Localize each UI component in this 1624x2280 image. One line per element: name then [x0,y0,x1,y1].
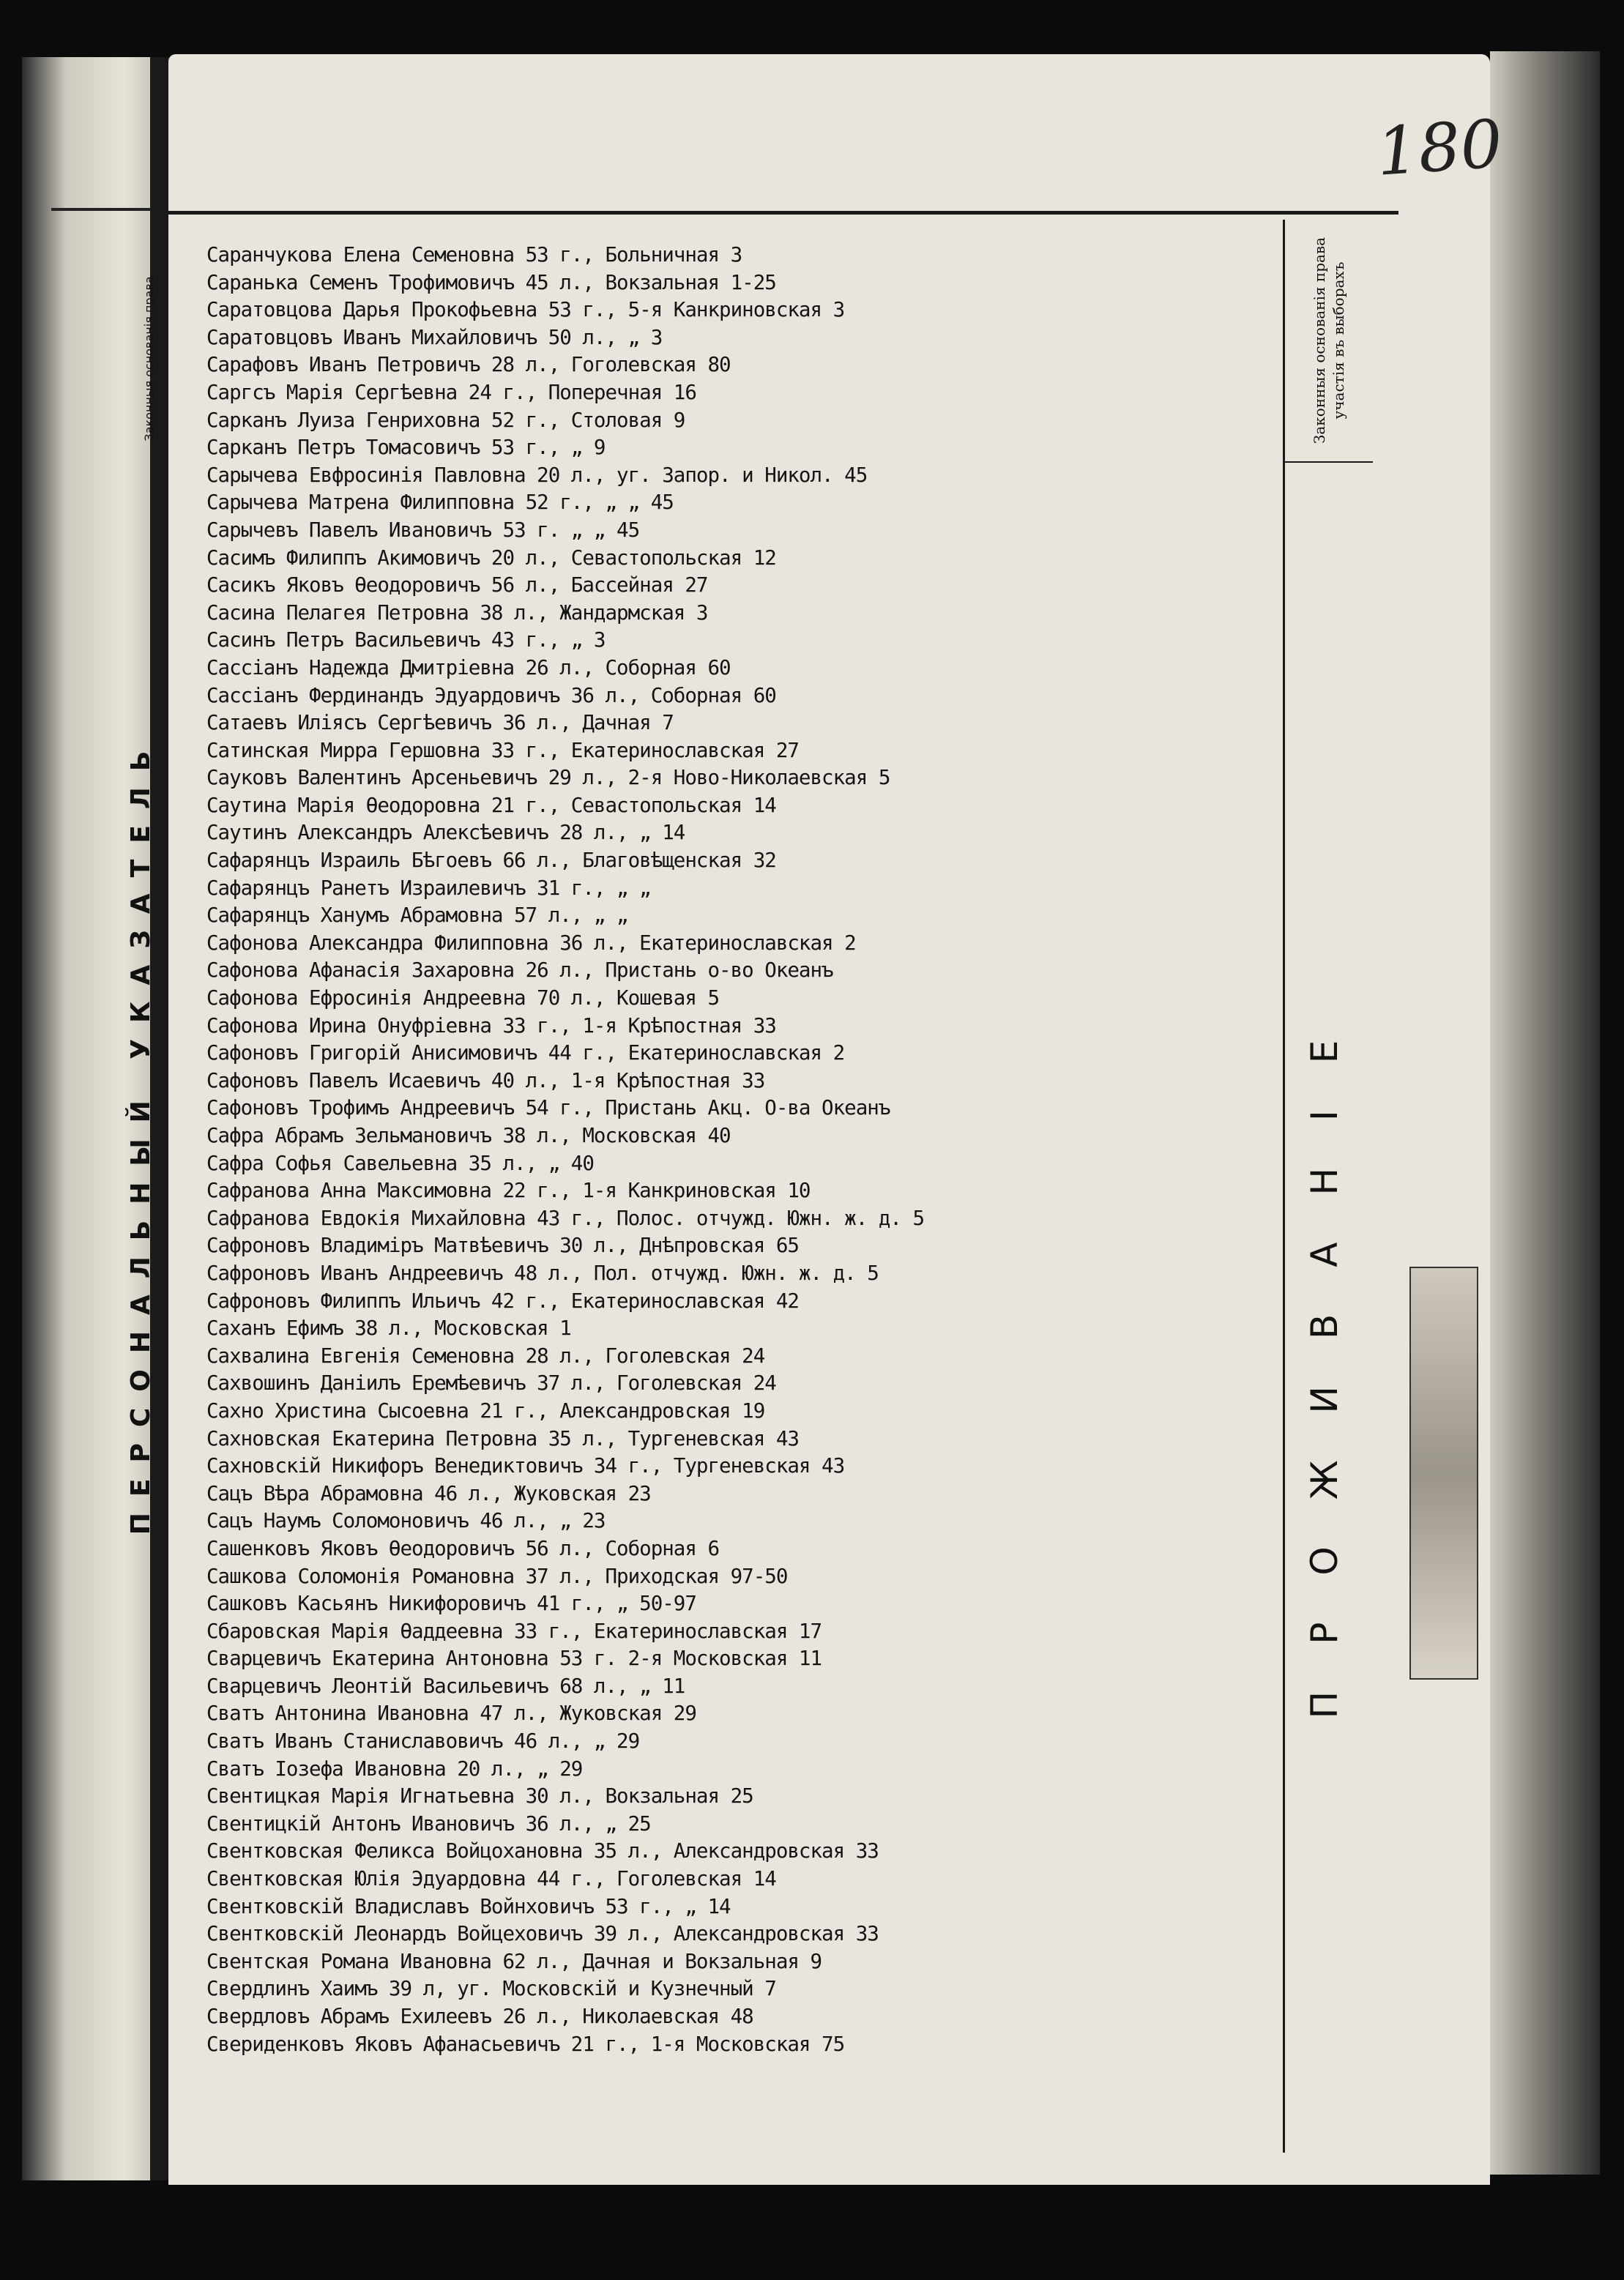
list-item: Сашковъ Касьянъ Никифоровичъ 41 г., „ 50-97 [206,1592,696,1616]
list-item: Сашенковъ Яковъ Ѳеодоровичъ 56 л., Соборная 6 [206,1536,720,1560]
list-item: Сафарянцъ Ханумъ Абрамовна 57 л., „ „ [206,904,628,928]
list-item: Сафоновъ Григорій Анисимовичъ 44 г., Екатеринославская 2 [206,1041,845,1065]
list-item: Свентковская Юлія Эдуардовна 44 г., Гоголевская 14 [206,1867,776,1891]
list-item: Сбаровская Марія Ѳаддеевна 33 г., Екатеринославская 17 [206,1619,822,1643]
list-item: Сарафовъ Иванъ Петровичъ 28 л., Гоголевская 80 [206,353,731,377]
list-item: Свентковскій Леонардъ Войцеховичъ 39 л., Александровская 33 [206,1922,879,1946]
list-item: Саратовцова Дарья Прокофьевна 53 г., 5-я Канкриновская 3 [206,298,845,322]
list-item: Свентицкій Антонъ Ивановичъ 36 л., „ 25 [206,1811,651,1836]
list-item: Свердловъ Абрамъ Ехилеевъ 26 л., Николаевская 48 [206,2005,753,2028]
list-item: Сатаевъ Иліясъ Сергѣевичъ 36 л., Дачная 7 [206,711,674,735]
column-rule [1283,220,1285,2153]
list-item: Свентская Романа Ивановна 62 л., Дачная и Вокзальная 9 [206,1949,822,1973]
list-item: Свердлинъ Хаимъ 39 л, уг. Московскій и Кузнечный 7 [206,1977,776,2001]
list-item: Сахно Христина Сысоевна 21 г., Александровская 19 [206,1398,765,1423]
list-item: Свентковскій Владиславъ Войнховичъ 53 г., „ 14 [206,1894,731,1918]
list-item: Сахновскій Никифоръ Венедиктовичъ 34 г., Тургеневская 43 [206,1454,845,1478]
section-word-residence: ПРОЖИВАНІЕ [1303,993,1346,1719]
list-item: Сарычева Матрена Филипповна 52 г., „ „ 45 [206,491,674,515]
list-item: Свериденковъ Яковъ Афанасьевичъ 21 г., 1-я Московская 75 [206,2032,845,2056]
list-item: Сафроновъ Иванъ Андреевичъ 48 л., Пол. отчужд. Южн. ж. д. 5 [206,1261,879,1285]
list-item: Свентковская Феликса Войцохановна 35 л., Александровская 33 [206,1839,879,1863]
list-item: Сасинъ Петръ Васильевичъ 43 г., „ 3 [206,628,606,652]
list-item: Сассіанъ Фердинандъ Эдуардовичъ 36 л., Соборная 60 [206,683,776,707]
list-item: Саранчукова Елена Семеновна 53 г., Больничная 3 [206,243,742,267]
list-item: Саргсъ Марія Сергѣевна 24 г., Поперечная 16 [206,380,696,404]
list-item: Сафра Абрамъ Зельмановичъ 38 л., Московская 40 [206,1124,731,1147]
list-item: Сафоновъ Павелъ Исаевичъ 40 л., 1-я Крѣпостная 33 [206,1068,765,1092]
page-number: 180 [1374,105,1505,191]
list-item: Сватъ Антонина Ивановна 47 л., Жуковская 29 [206,1702,696,1726]
list-item: Сафроновъ Владиміръ Матвѣевичъ 30 л., Днѣпровская 65 [206,1234,799,1258]
list-item: Саханъ Ефимъ 38 л., Московская 1 [206,1316,571,1341]
list-item: Сасина Пелагея Петровна 38 л., Жандармская 3 [206,600,708,625]
page-edge [1490,51,1600,2175]
list-item: Сацъ Наумъ Соломоновичъ 46 л., „ 23 [206,1509,606,1533]
list-item: Саранька Семенъ Трофимовичъ 45 л., Вокзальная 1-25 [206,270,776,294]
list-item: Сасикъ Яковъ Ѳеодоровичъ 56 л., Бассейная 27 [206,573,708,597]
list-item: Сатинская Мирра Гершовна 33 г., Екатеринославская 27 [206,738,799,762]
list-item: Сафранова Евдокія Михайловна 43 г., Полос. отчужд. Южн. ж. д. 5 [206,1206,925,1230]
list-item: Сафоновъ Трофимъ Андреевичъ 54 г., Пристань Акц. О-ва Океанъ [206,1096,890,1120]
list-item: Сафонова Александра Филипповна 36 л., Екатеринославская 2 [206,931,856,955]
list-item: Сафонова Афанасія Захаровна 26 л., Пристань о-во Океанъ [206,958,833,983]
right-column-header-label: Законныя основанія права участія въ выборахъ [1311,236,1347,444]
list-item: Сасимъ Филиппъ Акимовичъ 20 л., Севастопольская 12 [206,545,776,570]
list-item: Свентицкая Марія Игнатьевна 30 л., Вокзальная 25 [206,1784,753,1808]
list-item: Саутина Марія Ѳеодоровна 21 г., Севастопольская 14 [206,793,776,817]
spine-column-header: Законныя основанія права [142,276,156,442]
right-column-header [1285,220,1373,463]
list-item: Сафра Софья Савельевна 35 л., „ 40 [206,1151,594,1175]
list-item: Саратовцовъ Иванъ Михайловичъ 50 л., „ 3 [206,325,663,349]
list-item: Сауковъ Валентинъ Арсеньевичъ 29 л., 2-я Ново-Николаевская 5 [206,766,890,790]
torn-tab [1409,1267,1478,1680]
list-item: Саутинъ Александръ Алексѣевичъ 28 л., „ 14 [206,821,685,845]
list-item: Сафранова Анна Максимовна 22 г., 1-я Канкриновская 10 [206,1179,811,1203]
list-item: Сашкова Соломонія Романовна 37 л., Приходская 97-50 [206,1564,788,1588]
list-item: Сарканъ Петръ Томасовичъ 53 г., „ 9 [206,436,606,460]
list-item: Сватъ Іозефа Ивановна 20 л., „ 29 [206,1756,583,1781]
list-item: Сафонова Ирина Онуфріевна 33 г., 1-я Крѣпостная 33 [206,1013,776,1037]
list-item: Сафонова Ефросинія Андреевна 70 л., Кошевая 5 [206,986,720,1010]
list-item: Сарканъ Луиза Генриховна 52 г., Столовая 9 [206,408,685,432]
spine-title: ПЕРСОНАЛЬНЫЙ УКАЗАТЕЛЬ [126,734,156,1535]
list-item: Сарычева Евфросинія Павловна 20 л., уг. Запор. и Никол. 45 [206,463,868,487]
header-rule [168,211,1398,215]
list-item: Сацъ Вѣра Абрамовна 46 л., Жуковская 23 [206,1481,651,1505]
list-item: Сахвошинъ Даніилъ Еремѣевичъ 37 л., Гоголевская 24 [206,1371,776,1396]
list-item: Сварцевичъ Екатерина Антоновна 53 г. 2-я Московская 11 [206,1647,822,1671]
resident-list [206,242,1275,2058]
list-item: Сафарянцъ Ранетъ Израилевичъ 31 г., „ „ [206,876,651,900]
list-item: Сафарянцъ Израиль Бѣгоевъ 66 л., Благовѣщенская 32 [206,849,776,873]
list-item: Сватъ Иванъ Станиславовичъ 46 л., „ 29 [206,1729,640,1754]
list-item: Сафроновъ Филиппъ Ильичъ 42 г., Екатеринославская 42 [206,1289,799,1313]
list-item: Сахновская Екатерина Петровна 35 л., Тургеневская 43 [206,1426,799,1450]
list-item: Сарычевъ Павелъ Ивановичъ 53 г. „ „ 45 [206,518,640,542]
list-item: Сварцевичъ Леонтій Васильевичъ 68 л., „ 11 [206,1674,685,1698]
list-item: Сассіанъ Надежда Дмитріевна 26 л., Соборная 60 [206,655,731,679]
list-item: Сахвалина Евгенія Семеновна 28 л., Гоголевская 24 [206,1344,765,1368]
